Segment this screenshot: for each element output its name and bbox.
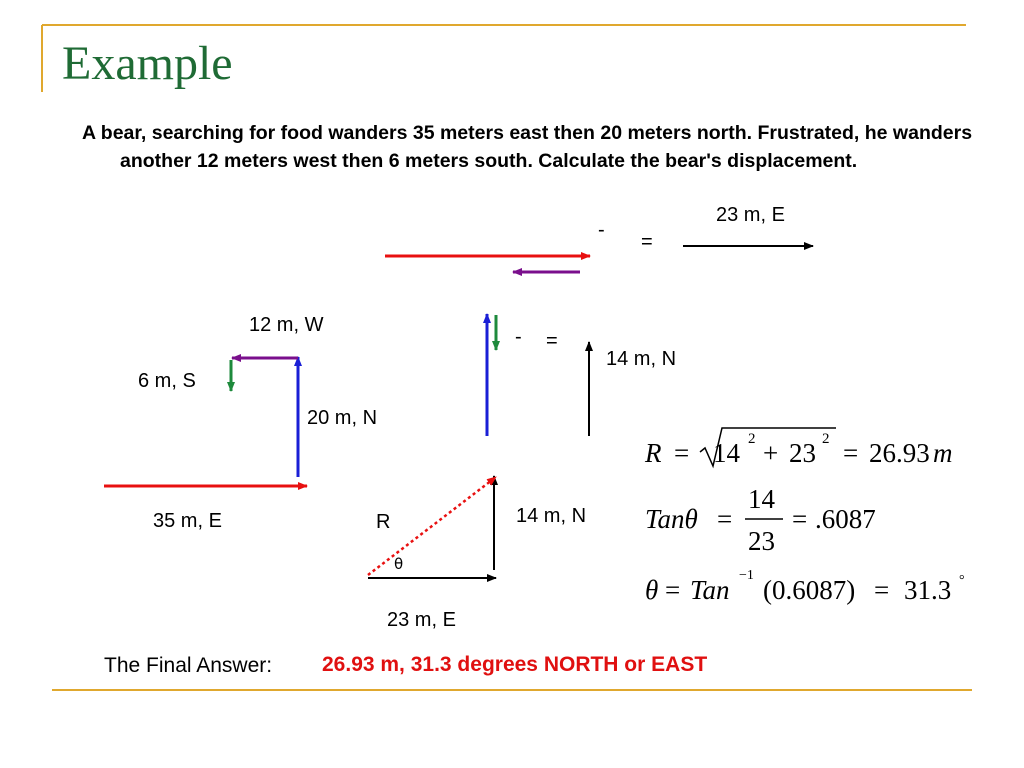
slide-title: Example [62,37,233,90]
final-answer-value: 26.93 m, 31.3 degrees NORTH or EAST [322,653,708,676]
problem-statement: A bear, searching for food wanders 35 meters east then 20 meters north. Frustrated, he wanders another 12 meters west then 6 meters south. Calculate the bear's displacement. [82,122,973,172]
south-label: 6 m, S [138,370,196,392]
resultant-label: R [376,511,391,533]
eq-theta-exp: −1 [739,568,754,583]
eq-r-equals: = [674,438,690,468]
vertical-result-label: 14 m, N [606,348,677,370]
north-label: 20 m, N [307,407,378,429]
eq-tan-result: .6087 [815,504,876,534]
eq-r-a: 14 [713,438,740,468]
minus-sign-mid: - [515,326,522,348]
minus-sign-top: - [598,219,605,241]
eq-r-result: 26.93 [869,438,930,468]
west-label: 12 m, W [249,314,324,336]
eq-r-unit: m [933,438,953,468]
triangle-east-label: 23 m, E [387,609,456,631]
eq-r-plus: + [763,438,779,468]
eq-tan-lhs: Tanθ [645,504,698,534]
eq-r-a-exp: 2 [748,431,756,447]
eq-r-b: 23 [789,438,816,468]
eq-tan-equals-2: = [792,504,808,534]
triangle-north-label: 14 m, N [516,505,587,527]
eq-theta-result: 31.3 [904,575,952,605]
eq-r-b-exp: 2 [822,431,830,447]
eq-theta-lhs: θ [645,575,659,605]
equals-sign-mid: = [546,330,558,352]
eq-tan-equals: = [717,504,733,534]
eq-tan-numerator: 14 [748,484,775,514]
east-label: 35 m, E [153,510,222,532]
eq-theta-equals-2: = [874,575,890,605]
eq-theta-arg: (0.6087) [763,575,856,605]
eq-theta-fn: Tan [690,575,730,605]
eq-r-lhs: R [645,438,662,468]
eq-tan-denominator: 23 [748,526,775,556]
final-answer-label: The Final Answer: [104,654,273,677]
eq-theta-equals: = [665,575,681,605]
eq-r-equals-2: = [843,438,859,468]
equals-sign-top: = [641,231,653,253]
eq-theta-degree: ° [959,573,965,588]
theta-label: θ [394,555,404,573]
top-result-label: 23 m, E [716,204,785,226]
